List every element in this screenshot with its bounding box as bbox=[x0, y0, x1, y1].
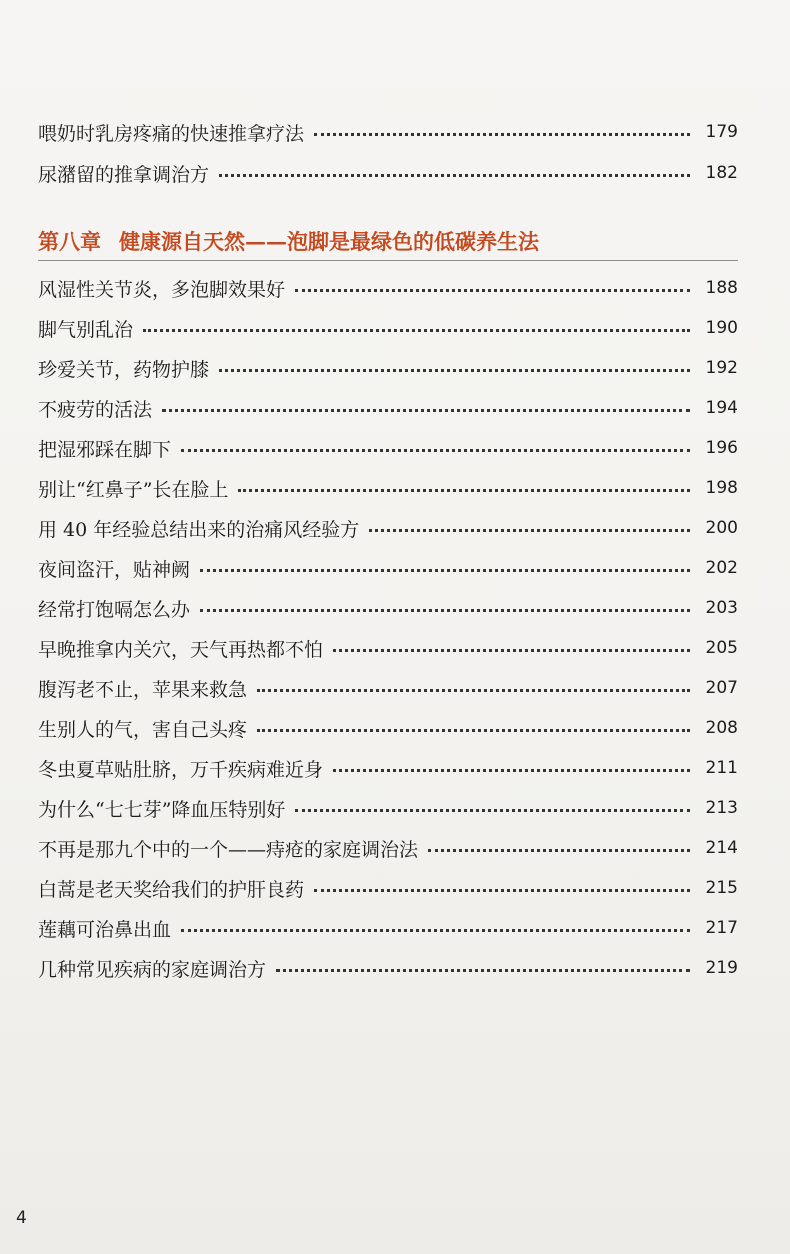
toc-entry[interactable] bbox=[38, 708, 738, 748]
leader-dots bbox=[238, 489, 690, 492]
entry-page-number: 217 bbox=[705, 918, 738, 938]
toc-entry[interactable] bbox=[38, 468, 738, 508]
entry-title: 脚气别乱治 bbox=[38, 318, 134, 341]
leader-dots bbox=[200, 569, 690, 572]
entry-title: 为什么“七七芽”降血压特别好 bbox=[38, 798, 286, 821]
toc-entry[interactable] bbox=[38, 348, 738, 388]
toc-entry[interactable] bbox=[38, 508, 738, 548]
entry-page-number: 208 bbox=[705, 718, 738, 738]
toc-entry[interactable] bbox=[38, 628, 738, 668]
toc-entry[interactable] bbox=[38, 868, 738, 908]
leader-dots bbox=[257, 729, 690, 732]
entry-page-number: 213 bbox=[705, 798, 738, 818]
entry-page-number: 194 bbox=[705, 398, 738, 418]
entry-title: 用 40 年经验总结出来的治痛风经验方 bbox=[38, 518, 360, 541]
leader-dots bbox=[295, 809, 690, 812]
entry-page-number: 200 bbox=[705, 518, 738, 538]
chapter-number: 第八章 bbox=[38, 229, 101, 254]
leader-dots bbox=[314, 889, 690, 892]
toc-entry[interactable] bbox=[38, 588, 738, 628]
entry-title: 喂奶时乳房疼痛的快速推拿疗法 bbox=[38, 122, 305, 145]
entry-page-number: 205 bbox=[705, 638, 738, 658]
entry-title: 莲藕可治鼻出血 bbox=[38, 918, 172, 941]
toc-entry[interactable] bbox=[38, 748, 738, 788]
entry-page-number: 192 bbox=[705, 358, 738, 378]
entry-page-number: 211 bbox=[705, 758, 738, 778]
toc-entry[interactable] bbox=[38, 948, 738, 988]
entry-page-number: 190 bbox=[705, 318, 738, 338]
leader-dots bbox=[181, 929, 690, 932]
entry-page-number: 202 bbox=[705, 558, 738, 578]
leader-dots bbox=[200, 609, 690, 612]
entry-title: 夜间盗汗，贴神阙 bbox=[38, 558, 191, 581]
leader-dots bbox=[181, 449, 690, 452]
leader-dots bbox=[162, 409, 690, 412]
entry-page-number: 215 bbox=[705, 878, 738, 898]
toc-entry[interactable] bbox=[38, 788, 738, 828]
entry-title: 腹泻老不止，苹果来救急 bbox=[38, 678, 248, 701]
leader-dots bbox=[314, 133, 690, 136]
leader-dots bbox=[333, 769, 690, 772]
entry-page-number: 198 bbox=[705, 478, 738, 498]
entry-page-number: 207 bbox=[705, 678, 738, 698]
entry-page-number: 203 bbox=[705, 598, 738, 618]
entry-title: 白蒿是老天奖给我们的护肝良药 bbox=[38, 878, 305, 901]
chapter-heading[interactable] bbox=[38, 222, 738, 260]
entry-title: 几种常见疾病的家庭调治方 bbox=[38, 958, 267, 981]
leader-dots bbox=[295, 289, 690, 292]
leader-dots bbox=[428, 849, 690, 852]
toc-entry[interactable] bbox=[38, 828, 738, 868]
entry-title: 风湿性关节炎，多泡脚效果好 bbox=[38, 278, 286, 301]
entry-page-number: 214 bbox=[705, 838, 738, 858]
chapter-divider bbox=[38, 260, 738, 261]
toc-entry[interactable] bbox=[38, 668, 738, 708]
toc-entry[interactable] bbox=[38, 268, 738, 308]
entry-title: 经常打饱嗝怎么办 bbox=[38, 598, 191, 621]
leader-dots bbox=[143, 329, 690, 332]
entry-page-number: 219 bbox=[705, 958, 738, 978]
leader-dots bbox=[333, 649, 690, 652]
leader-dots bbox=[257, 689, 690, 692]
toc-entry[interactable] bbox=[38, 548, 738, 588]
toc-entry[interactable] bbox=[38, 908, 738, 948]
entry-page-number: 179 bbox=[705, 122, 738, 142]
entry-page-number: 188 bbox=[705, 278, 738, 298]
entry-title: 尿潴留的推拿调治方 bbox=[38, 163, 210, 186]
leader-dots bbox=[369, 529, 690, 532]
toc-entry[interactable] bbox=[38, 112, 738, 152]
toc-entry[interactable] bbox=[38, 388, 738, 428]
leader-dots bbox=[219, 174, 690, 177]
entry-title: 不再是那九个中的一个——痔疮的家庭调治法 bbox=[38, 838, 419, 861]
entry-title: 别让“红鼻子”长在脸上 bbox=[38, 478, 229, 501]
chapter-title: 健康源自天然——泡脚是最绿色的低碳养生法 bbox=[119, 229, 539, 254]
entry-page-number: 182 bbox=[705, 163, 738, 183]
entry-title: 把湿邪踩在脚下 bbox=[38, 438, 172, 461]
entry-title: 珍爱关节，药物护膝 bbox=[38, 358, 210, 381]
entry-title: 早晚推拿内关穴，天气再热都不怕 bbox=[38, 638, 324, 661]
page-number: 4 bbox=[16, 1208, 27, 1228]
toc-entry[interactable] bbox=[38, 428, 738, 468]
entry-title: 冬虫夏草贴肚脐，万千疾病难近身 bbox=[38, 758, 324, 781]
entry-title: 不疲劳的活法 bbox=[38, 398, 153, 421]
entry-title: 生别人的气，害自己头疼 bbox=[38, 718, 248, 741]
entry-page-number: 196 bbox=[705, 438, 738, 458]
toc-entry[interactable] bbox=[38, 153, 738, 193]
leader-dots bbox=[276, 969, 690, 972]
toc-entry[interactable] bbox=[38, 308, 738, 348]
leader-dots bbox=[219, 369, 690, 372]
